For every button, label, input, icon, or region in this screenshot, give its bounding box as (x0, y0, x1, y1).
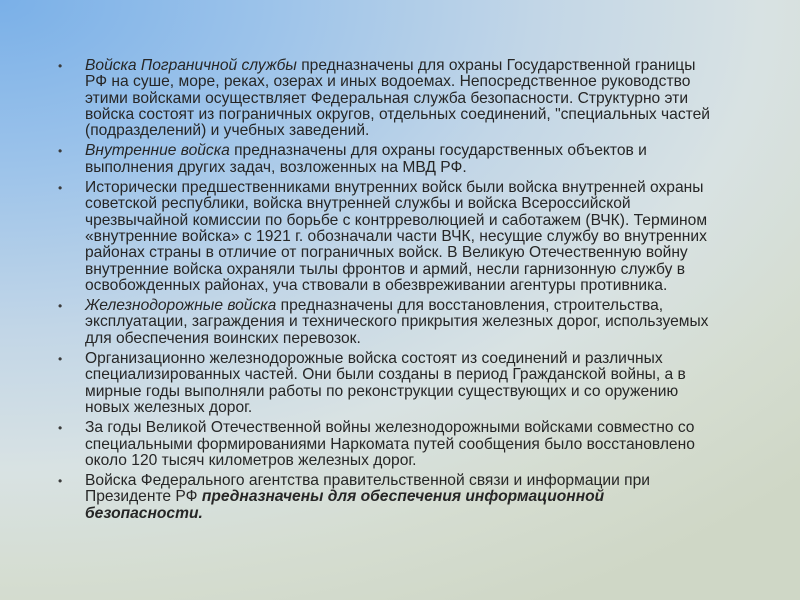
item-italic-lead: Железнодорожные войска (85, 297, 277, 315)
bullet-icon: • (58, 299, 63, 314)
bullet-icon: • (58, 181, 63, 196)
item-text: За годы Великой Отечественной войны железнодорожными войсками совместно со специальными формированиями Наркомата путей сообщения было восстановлено около 120 тысяч километров железных дорог. (85, 419, 695, 469)
item-text: предназначены для охраны Государственной границы РФ на суше, море, реках, озерах и иных водоемах. Непосредственное руководство этими войсками осуществляет Федеральная служба безопасности. Структурно эти войска состоят из пограничных округов, отдельных соединений, "специальных частей (подразделений) и учебных заведений. (85, 57, 710, 140)
item-text: Войска Федерального агентства правительственной связи и информации при Президенте РФ (85, 472, 651, 506)
bullet-icon: • (58, 352, 63, 367)
item-text: Организационно железнодорожные войска состоят из соединений и различных специализированных частей. Они были созданы в период Гражданской войны, а в мирные годы выполняли работы по реконструкции существующих и со оружению новых железных дорог. (85, 350, 686, 416)
bullet-icon: • (58, 144, 63, 159)
item-italic-lead: Войска Пограничной службы (85, 57, 297, 74)
item-text: Исторически предшественниками внутренних войск были войска внутренней охраны советской республики, войска внутренней службы и войска Всероссийской чрезвычайной комиссии по борьбе с контрреволюцией и саботажем (ВЧК). Термином «внутренние войска» с 1921 г. обозначали части ВЧК, несущие службу во внутренних районах страны в отличие от пограничных войск. В Великую Отечественную войну внутренние войска охраняли тылы фронтов и армий, несли гарнизонную службу в освобожденных районах, уча ствовали в обезвреживании агентуры противника. (85, 179, 708, 294)
list-item-internal-troops-history (58, 180, 718, 294)
item-text: предназначены для восстановления, строительства, эксплуатации, заграждения и технического прикрытия железных дорог, используемых для обеспечения воинских перевозок. (85, 297, 709, 347)
list-item-railway-organization (58, 351, 718, 416)
item-text: предназначены для охраны государственных объектов и выполнения других задач, возложенных на МВД РФ. (85, 142, 647, 176)
bullet-icon: • (58, 474, 63, 489)
bullet-icon: • (58, 59, 63, 73)
list-item-internal-troops (58, 143, 718, 176)
item-italic-lead: Внутренние войска (85, 142, 230, 160)
bullet-list (58, 58, 718, 526)
list-item-railway-troops (58, 298, 718, 347)
item-bold-tail: предназначены для обеспечения информационной безопасности. (85, 488, 605, 522)
list-item-border-service (58, 58, 718, 139)
list-item-railway-wartime (58, 420, 718, 469)
bullet-icon: • (58, 421, 63, 436)
list-item-communications-agency (58, 473, 718, 522)
